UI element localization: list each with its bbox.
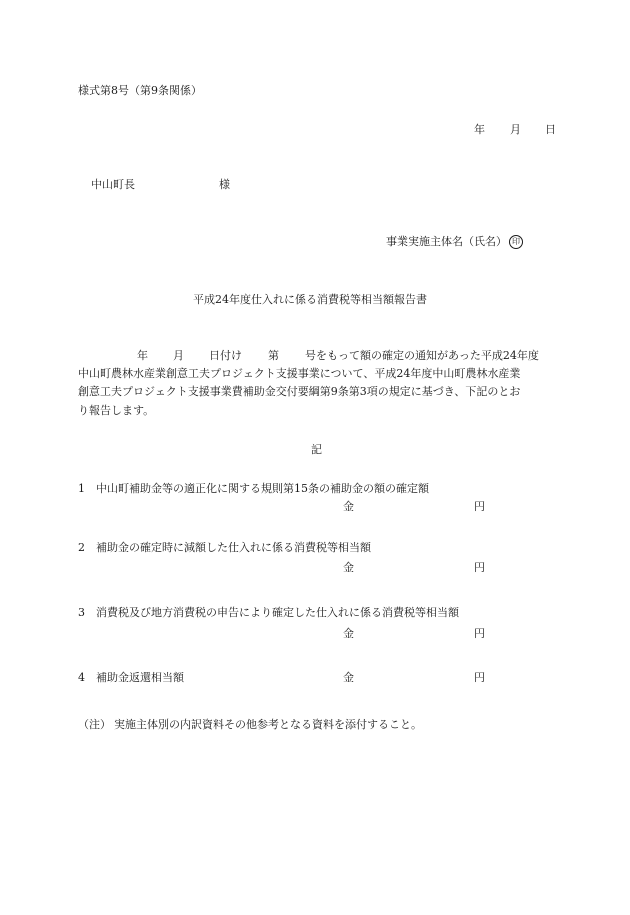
body-year: 年 [137,349,148,362]
item-kin: 金 [343,500,354,513]
item-text: 補助金返還相当額 [96,671,184,684]
item-kin: 金 [343,627,354,640]
document-title: 平成24年度仕入れに係る消費税等相当額報告書 [193,293,427,306]
item-yen: 円 [474,500,485,513]
item-kin: 金 [343,671,354,684]
ki-heading: 記 [311,443,322,456]
date-month: 月 [510,123,521,136]
item-text: 補助金の確定時に減額した仕入れに係る消費税等相当額 [96,541,371,554]
body-line1-rest: 号をもって額の確定の通知があった平成24年度 [305,349,539,362]
body-dai: 第 [268,349,279,362]
item-number: 4 [78,671,85,684]
item-yen: 円 [474,671,485,684]
date-year: 年 [474,123,485,136]
body-line2: 中山町農林水産業創意工夫プロジェクト支援事業について、平成24年度中山町農林水産業 [78,367,521,380]
item-kin: 金 [343,561,354,574]
addressee-honorific: 様 [219,178,230,191]
item-number: 2 [78,541,85,554]
body-month: 月 [173,349,184,362]
item-number: 1 [78,482,85,495]
seal-mark: 印 [509,235,523,249]
body-line3: 創意工夫プロジェクト支援事業費補助金交付要綱第9条第3項の規定に基づき、下記のとお [78,385,521,398]
item-number: 3 [78,606,85,619]
body-day-ref: 日付け [209,349,242,362]
item-text: 中山町補助金等の適正化に関する規則第15条の補助金の額の確定額 [96,482,429,495]
note-label: （注） [78,718,111,731]
body-line4: り報告します。 [78,404,155,417]
applicant-line [386,235,523,249]
date-day: 日 [545,123,556,136]
applicant-label: 事業実施主体名（氏名） [386,235,507,248]
form-number: 様式第8号（第9条関係） [78,84,202,97]
addressee-name: 中山町長 [91,178,135,191]
item-yen: 円 [474,561,485,574]
note-text: 実施主体別の内訳資料その他参考となる資料を添付すること。 [114,718,422,731]
item-text: 消費税及び地方消費税の申告により確定した仕入れに係る消費税等相当額 [96,606,459,619]
item-yen: 円 [474,627,485,640]
